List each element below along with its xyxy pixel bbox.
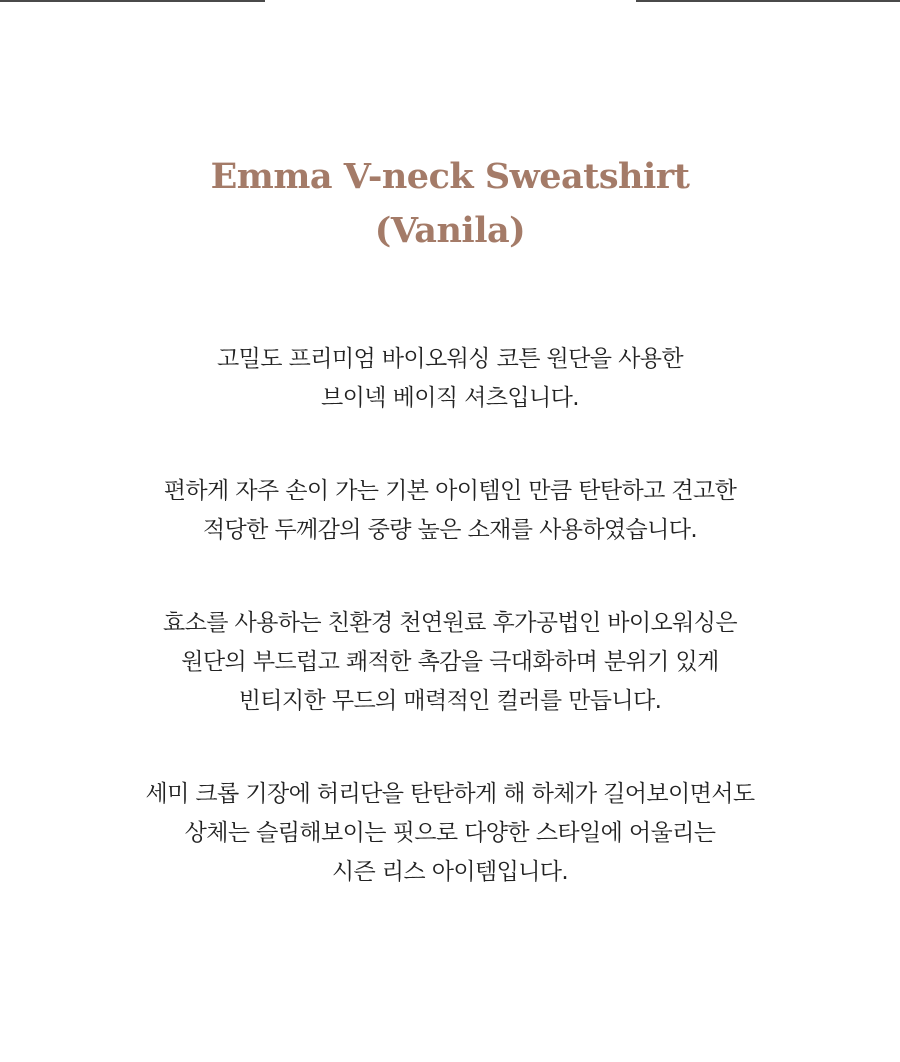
product-title [0, 150, 900, 258]
description-paragraph [0, 604, 900, 721]
description-paragraph [0, 340, 900, 418]
description-line: 상체는 슬림해보이는 핏으로 다양한 스타일에 어울리는 [184, 820, 716, 846]
description-line: 적당한 두께감의 중량 높은 소재를 사용하였습니다. [202, 517, 698, 543]
description-line: 브이넥 베이직 셔츠입니다. [321, 385, 579, 411]
description-line: 편하게 자주 손이 가는 기본 아이템인 만큼 탄탄하고 견고한 [163, 478, 737, 504]
product-description-section [0, 150, 900, 946]
top-divider [0, 0, 900, 2]
product-title-line: (Vanila) [374, 210, 526, 251]
top-divider-segment-left [0, 0, 265, 2]
product-title-line: Emma V-neck Sweatshirt [210, 156, 690, 197]
top-divider-segment-right [636, 0, 900, 2]
description-body [0, 340, 900, 892]
description-line: 세미 크롭 기장에 허리단을 탄탄하게 해 하체가 길어보이면서도 [145, 781, 755, 807]
description-paragraph [0, 775, 900, 892]
description-line: 효소를 사용하는 친환경 천연원료 후가공법인 바이오워싱은 [162, 610, 737, 636]
description-line: 고밀도 프리미엄 바이오워싱 코튼 원단을 사용한 [217, 346, 683, 372]
description-line: 빈티지한 무드의 매력적인 컬러를 만듭니다. [238, 688, 662, 714]
description-line: 원단의 부드럽고 쾌적한 촉감을 극대화하며 분위기 있게 [181, 649, 719, 675]
description-paragraph [0, 472, 900, 550]
description-line: 시즌 리스 아이템입니다. [331, 859, 569, 885]
